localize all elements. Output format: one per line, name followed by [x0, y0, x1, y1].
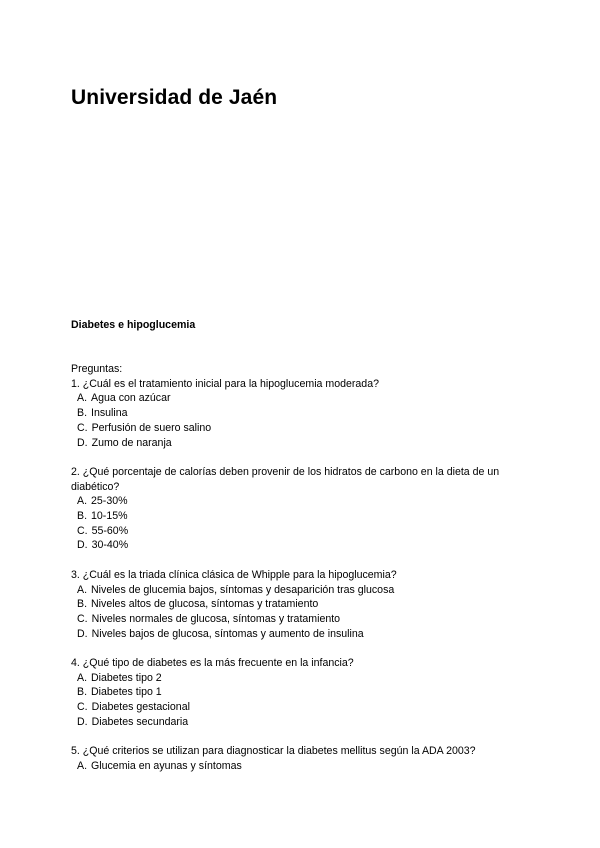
option-list [71, 391, 541, 450]
option-a [71, 583, 541, 598]
option-text: Diabetes secundaria [91, 715, 189, 728]
option-list [71, 583, 541, 642]
option-text: 55-60% [91, 524, 129, 537]
questions-section [71, 362, 541, 788]
option-text: Diabetes gestacional [91, 701, 190, 714]
option-letter: A. [77, 583, 88, 596]
option-text: Perfusión de suero salino [91, 421, 212, 434]
option-a [71, 671, 541, 686]
option-list [71, 494, 541, 553]
option-letter: A. [77, 392, 88, 405]
option-d [71, 436, 541, 451]
option-text: 25-30% [91, 495, 128, 508]
option-d [71, 538, 541, 553]
option-letter: C. [77, 524, 88, 537]
option-letter: B. [77, 686, 88, 699]
option-letter: C. [77, 701, 88, 714]
option-letter: C. [77, 421, 88, 434]
option-text: Glucemia en ayunas y síntomas [91, 759, 242, 772]
option-a [71, 494, 541, 509]
option-text: Insulina [91, 407, 128, 420]
option-c [71, 612, 541, 627]
option-d [71, 627, 541, 642]
option-b [71, 509, 541, 524]
option-letter: C. [77, 612, 88, 625]
option-letter: A. [77, 759, 88, 772]
option-letter: D. [77, 715, 88, 728]
option-letter: A. [77, 495, 88, 508]
option-letter: B. [77, 407, 88, 420]
option-letter: B. [77, 510, 88, 523]
option-text: Diabetes tipo 1 [91, 686, 162, 699]
option-text: Niveles normales de glucosa, síntomas y tratamiento [91, 612, 341, 625]
question-5 [71, 744, 541, 773]
document-subtitle: Diabetes e hipoglucemia [71, 319, 196, 331]
question-1 [71, 377, 541, 451]
option-text: Niveles de glucemia bajos, síntomas y desaparición tras glucosa [91, 583, 395, 596]
document-title: Universidad de Jaén [71, 86, 278, 109]
option-d [71, 715, 541, 730]
question-text: 1. ¿Cuál es el tratamiento inicial para la hipoglucemia moderada? [71, 377, 379, 390]
option-letter: A. [77, 671, 88, 684]
option-a [71, 759, 541, 774]
question-2 [71, 465, 541, 553]
option-text: Niveles altos de glucosa, síntomas y tratamiento [91, 598, 319, 611]
option-letter: B. [77, 598, 88, 611]
question-text: 3. ¿Cuál es la triada clínica clásica de Whipple para la hipoglucemia? [71, 568, 397, 581]
option-letter: D. [77, 436, 88, 449]
option-c [71, 524, 541, 539]
option-letter: D. [77, 627, 88, 640]
option-text: Diabetes tipo 2 [91, 671, 162, 684]
question-text: 4. ¿Qué tipo de diabetes es la más frecuente en la infancia? [71, 657, 354, 670]
option-text: Agua con azúcar [91, 392, 171, 405]
question-text: 5. ¿Qué criterios se utilizan para diagnosticar la diabetes mellitus según la ADA 2003? [71, 745, 476, 758]
option-b [71, 406, 541, 421]
option-list [71, 671, 541, 730]
question-text: 2. ¿Qué porcentaje de calorías deben provenir de los hidratos de carbono en la dieta de un diabético? [71, 465, 500, 493]
option-list [71, 759, 541, 774]
option-text: Niveles bajos de glucosa, síntomas y aumento de insulina [91, 627, 364, 640]
option-text: 30-40% [91, 539, 129, 552]
option-b [71, 597, 541, 612]
option-c [71, 421, 541, 436]
option-b [71, 685, 541, 700]
preguntas-label: Preguntas: [71, 363, 123, 375]
option-text: 10-15% [91, 510, 128, 523]
question-4 [71, 656, 541, 730]
option-c [71, 700, 541, 715]
option-a [71, 391, 541, 406]
option-text: Zumo de naranja [91, 436, 172, 449]
option-letter: D. [77, 539, 88, 552]
question-3 [71, 568, 541, 642]
